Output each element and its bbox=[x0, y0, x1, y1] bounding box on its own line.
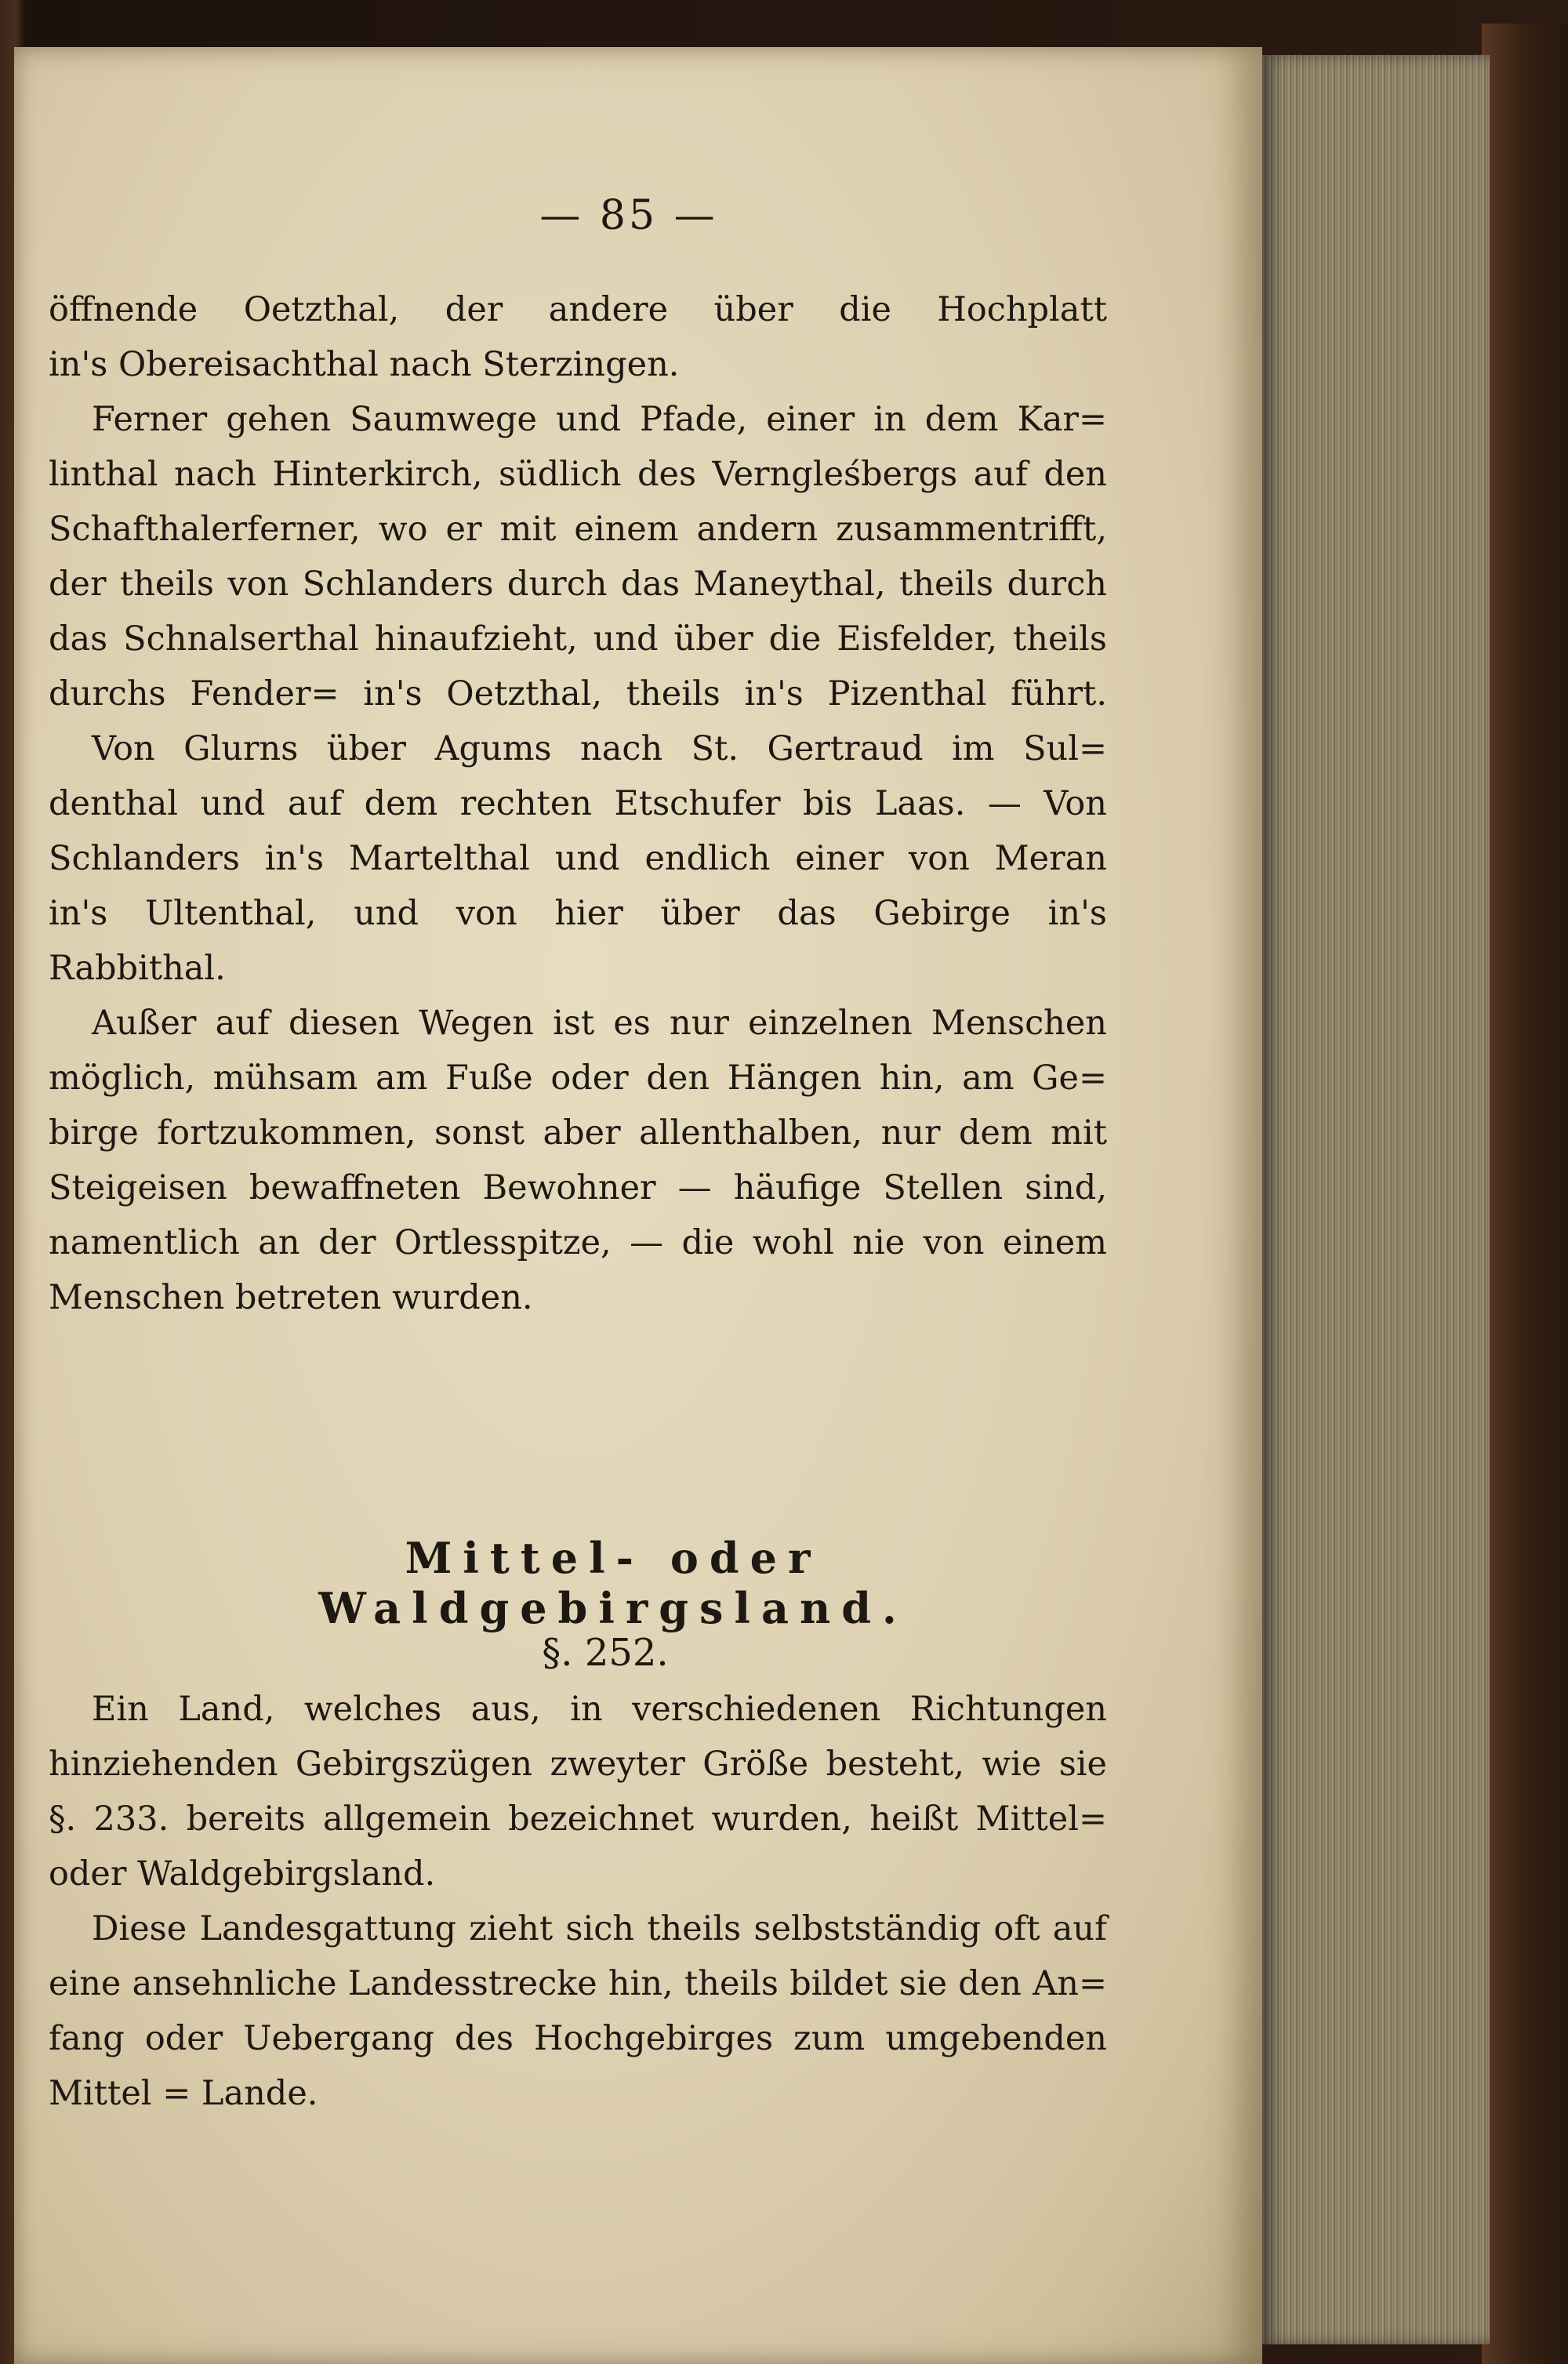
text-line: denthal und auf dem rechten Etschufer bis Laas. — Von bbox=[49, 784, 1107, 823]
page-block-edges bbox=[1262, 55, 1490, 2344]
text-line: öffnende Oetzthal, der andere über die Hochplatt bbox=[49, 290, 1107, 329]
text-line: Menschen betreten wurden. bbox=[49, 1278, 533, 1317]
text-line: in's Ultenthal, und von hier über das Gebirge in's bbox=[49, 894, 1107, 933]
text-line: der theils von Schlanders durch das Maneythal, theils durch bbox=[49, 565, 1107, 604]
text-line: linthal nach Hinterkirch, südlich des Verngleśbergs auf den bbox=[49, 455, 1107, 494]
text-line: das Schnalserthal hinaufzieht, und über die Eisfelder, theils bbox=[49, 619, 1107, 659]
text-line: namentlich an der Ortlesspitze, — die wohl nie von einem bbox=[49, 1223, 1107, 1262]
text-line: Mittel = Lande. bbox=[49, 2074, 318, 2113]
page-number: — 85 — bbox=[539, 192, 718, 239]
section-number: §. 252. bbox=[542, 1631, 669, 1675]
text-line: möglich, mühsam am Fuße oder den Hängen hin, am Ge= bbox=[49, 1059, 1107, 1098]
text-line: Rabbithal. bbox=[49, 949, 226, 988]
text-line: Ein Land, welches aus, in verschiedenen Richtungen bbox=[92, 1690, 1107, 1729]
text-line: hinziehenden Gebirgszügen zweyter Größe besteht, wie sie bbox=[49, 1745, 1107, 1784]
text-line: Ferner gehen Saumwege und Pfade, einer in dem Kar= bbox=[92, 400, 1107, 439]
text-line: Außer auf diesen Wegen ist es nur einzelnen Menschen bbox=[92, 1004, 1107, 1043]
text-line: Schlanders in's Martelthal und endlich einer von Meran bbox=[49, 839, 1107, 878]
text-line: birge fortzukommen, sonst aber allenthalben, nur dem mit bbox=[49, 1113, 1107, 1153]
text-line: §. 233. bereits allgemein bezeichnet wurden, heißt Mittel= bbox=[49, 1799, 1107, 1839]
text-line: oder Waldgebirgsland. bbox=[49, 1854, 436, 1894]
text-line: Diese Landesgattung zieht sich theils selbstständig oft auf bbox=[92, 1909, 1107, 1948]
book-cover-edge bbox=[1482, 24, 1568, 2364]
text-line: eine ansehnliche Landesstrecke hin, theils bildet sie den An= bbox=[49, 1964, 1107, 2003]
text-line: in's Obereisachthal nach Sterzingen. bbox=[49, 345, 680, 384]
text-line: durchs Fender= in's Oetzthal, theils in's Pizenthal führt. bbox=[49, 674, 1107, 714]
text-line: fang oder Uebergang des Hochgebirges zum umgebenden bbox=[49, 2019, 1107, 2058]
text-line: Schafthalerferner, wo er mit einem andern zusammentrifft, bbox=[49, 510, 1107, 549]
text-line: Von Glurns über Agums nach St. Gertraud im Sul= bbox=[92, 729, 1107, 768]
section-heading: Mittel- oder Waldgebirgsland. bbox=[318, 1533, 908, 1633]
text-line: Steigeisen bewaffneten Bewohner — häufige Stellen sind, bbox=[49, 1168, 1107, 1207]
